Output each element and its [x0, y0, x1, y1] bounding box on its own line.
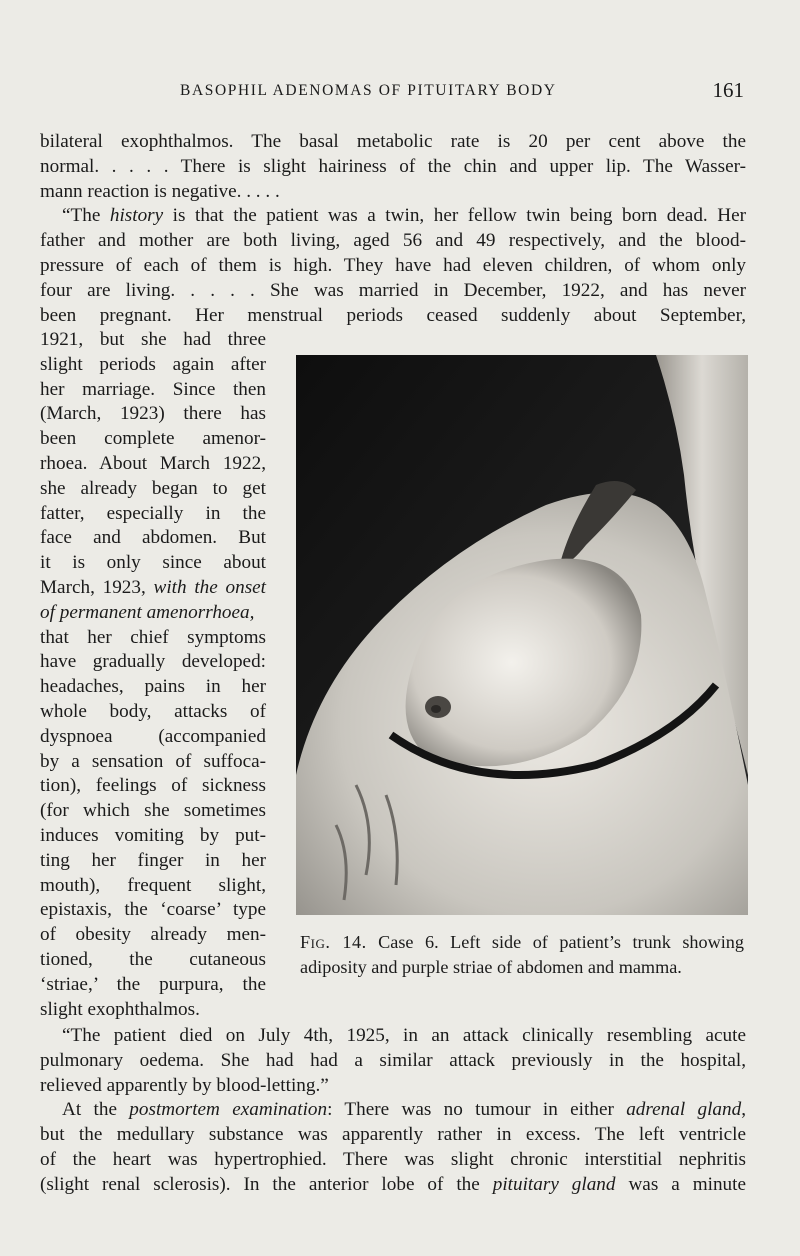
postmortem-emphasis: postmortem examination: [129, 1099, 328, 1121]
text-line: slight exophthalmos.: [40, 998, 200, 1020]
text-line: father and mother are both living, aged 56 and 49 respectively, and the blood-: [40, 230, 746, 252]
text-line: ting her finger in her: [40, 849, 266, 871]
text-line: she already began to get: [40, 477, 266, 499]
text-line: rhoea. About March 1922,: [40, 452, 266, 474]
text-line: whole body, attacks of: [40, 700, 266, 722]
text-line: ‘striae,’ the purpura, the: [40, 973, 266, 995]
text-line: headaches, pains in her: [40, 676, 266, 698]
text-line: face and abdomen. But: [40, 527, 266, 549]
amenorrhoea-emphasis-line: of permanent amenorrhoea,: [40, 601, 255, 623]
text-line: slight periods again after: [40, 353, 266, 375]
text-line: bilateral exophthalmos. The basal metabolic rate is 20 per cent above the: [40, 131, 746, 152]
text-line: fatter, especially in the: [40, 502, 266, 524]
text-line: induces vomiting by put-: [40, 824, 266, 846]
left-column-text: [40, 328, 266, 1022]
pituitary-emphasis: pituitary gland: [492, 1173, 616, 1195]
text-line: normal. . . . . There is slight hairiness of the chin and upper lip. The Wasser-: [40, 155, 746, 177]
text-line: four are living. . . . . She was married in December, 1922, and has never: [40, 279, 746, 301]
page-number: 161: [712, 78, 744, 102]
text-line: have gradually developed:: [40, 651, 266, 673]
text-line: pressure of each of them is high. They have had eleven children, of whom only: [40, 254, 746, 276]
page-header: [40, 80, 746, 106]
figure-label: Fig. 14.: [300, 932, 367, 952]
text-line: tion), feelings of sickness: [40, 775, 266, 797]
history-first-line: “The history is that the patient was a twin, her fellow twin being born dead. Her: [62, 205, 746, 227]
bottom-text-block: [40, 1024, 746, 1198]
text-line: “The patient died on July 4th, 1925, in an attack clinically resembling acute: [62, 1025, 746, 1046]
running-head: BASOPHIL ADENOMAS OF PITUITARY BODY: [180, 82, 557, 99]
text-line: relieved apparently by blood-letting.”: [40, 1074, 329, 1096]
pituitary-line: (slight renal sclerosis). In the anterior lobe of the pituitary gland was a minute: [40, 1173, 746, 1195]
march-line: March, 1923, with the onset: [40, 576, 267, 598]
history-emphasis: history: [109, 205, 164, 227]
text-line: tioned, the cutaneous: [40, 948, 266, 970]
text-line: epistaxis, the ‘coarse’ type: [40, 899, 266, 921]
text-line: of obesity already men-: [40, 924, 266, 946]
text-line: pulmonary oedema. She had had a similar attack previously in the hospital,: [40, 1049, 746, 1071]
text-line: mouth), frequent slight,: [40, 874, 266, 896]
text-line: dyspnoea (accompanied: [40, 725, 266, 747]
text-line: mann reaction is negative. . . . .: [40, 180, 280, 202]
text-line: (for which she sometimes: [40, 800, 266, 822]
onset-emphasis: with the onset: [153, 576, 267, 598]
trunk-photo-illustration: [296, 355, 748, 915]
top-text-block: [40, 130, 746, 328]
text-line: by a sensation of suffoca-: [40, 750, 266, 772]
text-line: (March, 1923) there has: [40, 403, 266, 425]
adrenal-emphasis: adrenal gland: [626, 1099, 742, 1121]
text-line: of the heart was hypertrophied. There was slight chronic interstitial nephritis: [40, 1148, 746, 1170]
text-line: it is only since about: [40, 552, 266, 574]
text-line: but the medullary substance was apparently rather in excess. The left ventricle: [40, 1124, 746, 1146]
clinical-photograph: [296, 355, 748, 915]
text-line: that her chief symptoms: [40, 626, 266, 648]
text-line: been complete amenor-: [40, 428, 266, 450]
text-line: 1921, but she had three: [40, 329, 266, 350]
figure-caption: Fig. 14. Case 6. Left side of patient’s trunk showing adiposity and purple striae of abdomen and mamma.: [300, 932, 744, 977]
text-line: been pregnant. Her menstrual periods ceased suddenly about September,: [40, 304, 746, 326]
text-line: her marriage. Since then: [40, 378, 266, 400]
postmortem-first-line: At the postmortem examination: There was no tumour in either adrenal gland,: [62, 1099, 746, 1121]
